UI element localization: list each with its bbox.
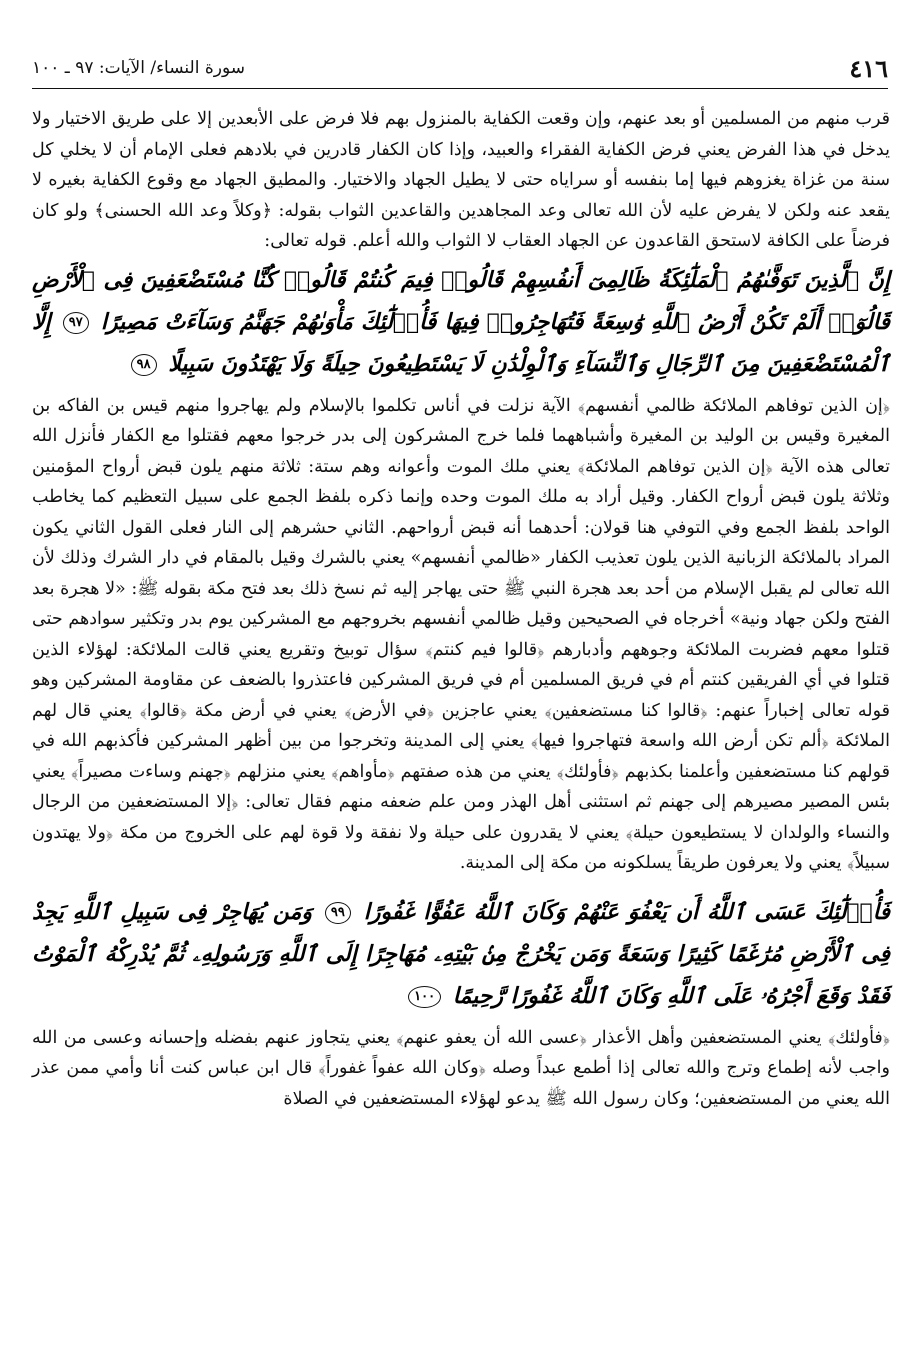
ayah-marker-97: ٩٧ [63, 312, 89, 334]
spacer [32, 879, 890, 889]
verse-100-text: وَمَن يُهَاجِرْ فِى سَبِيلِ ٱللَّهِ يَجِدْ فِى ٱلْأَرْضِ مُرَٰغَمًا كَثِيرًا وَسَعَةً وَمَن يَخْرُجْ مِنۢ بَيْتِهِۦ مُهَاجِرًا إِلَى ٱللَّهِ وَرَسُولِهِۦ ثُمَّ يُدْرِكْهُ ٱلْمَوْتُ فَقَدْ وَقَعَ أَجْرُهُۥ عَلَى ٱللَّهِ وَكَانَ ٱللَّهُ غَفُورًا رَّحِيمًا [32, 898, 890, 1009]
page-number: ٤١٦ [849, 54, 888, 83]
ayah-marker-99: ٩٩ [325, 902, 351, 924]
paragraph-intro: قرب منهم من المسلمين أو بعد عنهم، وإن وقعت الكفاية بالمنزول بهم فلا فرض على الأبعدين إلا على طريق الاختيار ولا يدخل في هذا الفرض يعني فرض الكفاية الفقراء والعبيد، وإذا كان الكفار قادرين في بلادهم فعلى الإمام أن لا يخلي كل سنة من غزاة يغزوهم فيها إما بنفسه أو سراياه حتى لا يطيل الجهاد والاختيار. والمطيق الجهاد مع وقوع الكفاية بغيره لا يقعد عنه ولكن لا يفرض عليه لأن الله تعالى وعد المجاهدين والقاعدين الثواب بقوله: ﴿وكلاً وعد الله الحسنى﴾ ولو كان فرضاً على الكافة لاستحق القاعدون عن الجهاد العقاب لا الثواب والله أعلم. قوله تعالى: [32, 109, 890, 251]
commentary-99-100: ﴿فأولئك﴾ يعني المستضعفين وأهل الأعذار ﴿عسى الله أن يعفو عنهم﴾ يعني يتجاوز عنهم بفضله وإحسانه وعسى من الله واجب لأنه إطماع وترج والله تعالى إذا أطمع عبداً وصله ﴿وكان الله عفواً غفوراً﴾ قال ابن عباس كنت أنا وأمي ممن عذر الله يعني من المستضعفين؛ وكان رسول الله ﷺ يدعو لهؤلاء المستضعفين في الصلاة [32, 1027, 890, 1109]
verse-97-text: إِنَّ ٱلَّذِينَ تَوَفَّىٰهُمُ ٱلْمَلَٰٓئِكَةُ ظَالِمِىٓ أَنفُسِهِمْ قَالُوا۟ فِيمَ كُنتُمْ قَالُوا۟ كُنَّا مُسْتَضْعَفِينَ فِى ٱلْأَرْضِ قَالُوٓا۟ أَلَمْ تَكُنْ أَرْضُ ٱللَّهِ وَٰسِعَةً فَتُهَاجِرُوا۟ فِيهَا فَأُو۟لَٰٓئِكَ مَأْوَىٰهُمْ جَهَنَّمُ وَسَآءَتْ مَصِيرًا [32, 266, 890, 335]
page-content [32, 104, 890, 1114]
quran-verse-99-100 [32, 891, 890, 1017]
verse-98-text: إِلَّا ٱلْمُسْتَضْعَفِينَ مِنَ ٱلرِّجَالِ وَٱلنِّسَآءِ وَٱلْوِلْدَٰنِ لَا يَسْتَطِيعُونَ حِيلَةً وَلَا يَهْتَدُونَ سَبِيلًا [32, 308, 890, 377]
commentary-97-98: ﴿إن الذين توفاهم الملائكة ظالمي أنفسهم﴾ الآية نزلت في أناس تكلموا بالإسلام ولم يهاجروا منهم قيس بن الفاكه بن المغيرة وقيس بن الوليد بن المغيرة وأشباههما فلما خرج المشركون إلى بدر خرجوا معهم فقتلوا مع الكفار فأنزل الله تعالى هذه الآية ﴿إن الذين توفاهم الملائكة﴾ يعني ملك الموت وأعوانه وهم ستة: ثلاثة منهم يلون قبض أرواح المؤمنين وثلاثة يلون قبض أرواح الكفار. وقيل أراد به ملك الموت وحده وإنما ذكره بلفظ الجمع على سبيل التعظيم كما يخاطب الواحد بلفظ الجمع وفي التوفي هنا قولان: أحدهما أنه قبض أرواحهم. الثاني حشرهم إلى النار فعلى القول الثاني يكون المراد بالملائكة الزبانية الذين يلون تعذيب الكفار «ظالمي أنفسهم» يعني بالشرك وقيل بالمقام في دار الشرك وذلك لأن الله تعالى لم يقبل الإسلام من أحد بعد هجرة النبي ﷺ حتى يهاجر إليه ثم نسخ ذلك بعد فتح مكة بقوله ﷺ: «لا هجرة بعد الفتح ولكن جهاد ونية» أخرجاه في الصحيحين وقيل ظالمي أنفسهم بخروجهم مع المشركين يوم بدر وتكثير سوادهم حتى قتلوا معهم فضربت الملائكة وجوههم وأدبارهم ﴿قالوا فيم كنتم﴾ سؤال توبيخ وتقريع يعني قالت الملائكة: لهؤلاء الذين قتلوا في أي الفريقين كنتم أم في فريق المسلمين أم في فريق المشركين فاعتذروا بالضعف عن مقاومة المشركين وهو قوله تعالى إخباراً عنهم: ﴿قالوا كنا مستضعفين﴾ يعني عاجزين ﴿في الأرض﴾ يعني في أرض مكة ﴿قالوا﴾ يعني قال لهم الملائكة ﴿ألم تكن أرض الله واسعة فتهاجروا فيها﴾ يعني إلى المدينة وتخرجوا من بين أظهر المشركين فأكذبهم الله في قولهم كنا مستضعفين وأعلمنا بكذبهم ﴿فأولئك﴾ يعني من هذه صفتهم ﴿مأواهم﴾ يعني منزلهم ﴿جهنم وساءت مصيراً﴾ يعني بئس المصير مصيرهم إلى جهنم ثم استثنى أهل الهذر ومن علم ضعفه منهم فقال تعالى: ﴿إلا المستضعفين من الرجال والنساء والولدان لا يستطيعون حيلة﴾ يعني لا يقدرون على حيلة ولا نفقة ولا قوة لهم على الخروج من مكة ﴿ولا يهتدون سبيلاً﴾ يعني ولا يعرفون طريقاً يسلكونه من مكة إلى المدينة. [32, 395, 890, 873]
verse-99-text: فَأُو۟لَٰٓئِكَ عَسَى ٱللَّهُ أَن يَعْفُوَ عَنْهُمْ وَكَانَ ٱللَّهُ عَفُوًّا غَفُورًا [363, 898, 890, 925]
page-header [32, 54, 888, 86]
quran-verse-97-98 [32, 259, 890, 385]
ayah-marker-100: ١٠٠ [408, 986, 441, 1008]
ayah-marker-98: ٩٨ [131, 354, 157, 376]
header-rule [32, 88, 888, 89]
running-head: سورة النساء/ الآيات: ٩٧ ـ ١٠٠ [32, 58, 245, 78]
